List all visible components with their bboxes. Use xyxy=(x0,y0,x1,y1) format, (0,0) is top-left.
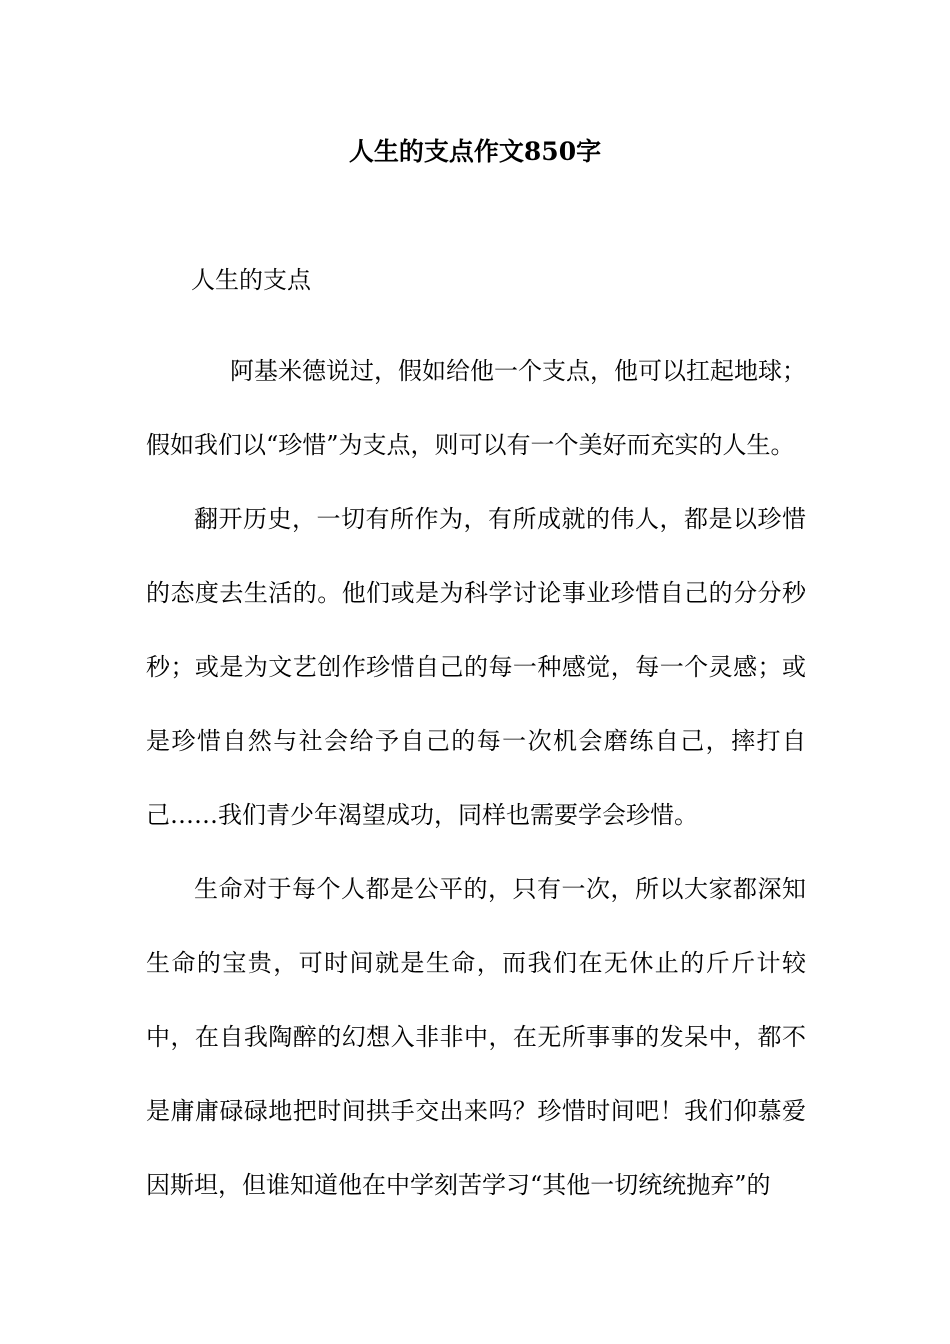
paragraph-3: 生命对于每个人都是公平的，只有一次，所以大家都深知生命的宝贵，可时间就是生命，而我们在无休止的斤斤计较中，在自我陶醉的幻想入非非中，在无所事事的发呆中，都不是庸庸碌碌地把时间拱手交出来吗？珍惜时间吧！我们仰慕爱因斯坦，但谁知道他在中学刻苦学习“其他一切统统抛弃”的 xyxy=(146,875,806,1199)
paragraph-2: 翻开历史，一切有所作为，有所成就的伟人，都是以珍惜的态度去生活的。他们或是为科学讨论事业珍惜自己的分分秒秒；或是为文艺创作珍惜自己的每一种感觉，每一个灵感；或是珍惜自然与社会给予自己的每一次机会磨练自己，摔打自己……我们青少年渴望成功，同样也需要学会珍惜。 xyxy=(146,505,806,829)
document-title: 人生的支点作文850字 xyxy=(348,137,602,166)
document-subtitle: 人生的支点 xyxy=(191,266,311,294)
paragraph-1: 阿基米德说过，假如给他一个支点，他可以扛起地球；假如我们以“珍惜”为支点，则可以有一个美好而充实的人生。 xyxy=(146,357,806,459)
document-body xyxy=(146,334,806,1222)
